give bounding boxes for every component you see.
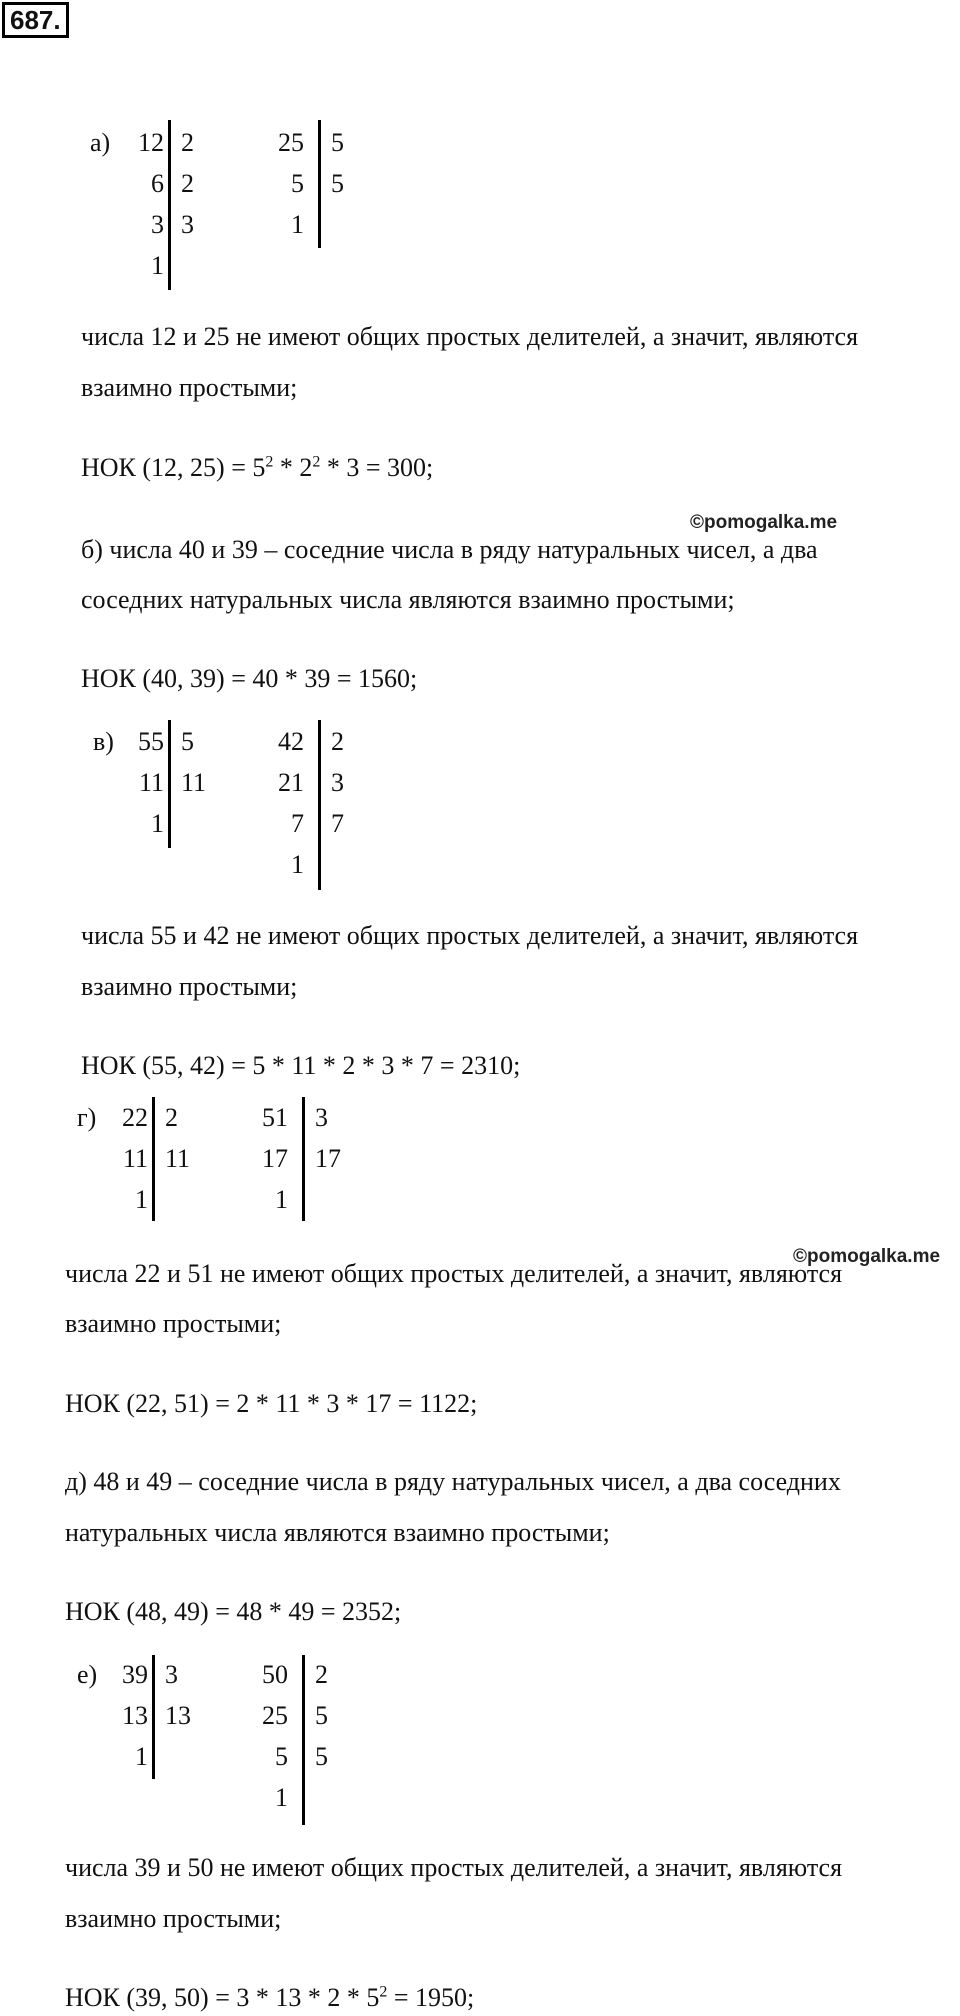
factor-number: 25	[278, 128, 304, 157]
division-line	[152, 1655, 155, 1779]
factor-divisor: 3	[181, 210, 194, 239]
factor-divisor: 3	[331, 768, 344, 797]
division-line	[302, 1097, 305, 1221]
part-a-lcm: НОК (12, $25) = 5^2 * 2^2 * 3 = 300$;	[81, 453, 434, 482]
factor-number: 55	[138, 727, 164, 756]
factor-number: 1	[291, 850, 304, 879]
part-b-text: б) числа 40 и 39 – соседние числа в ряду натуральных чисел, а два	[81, 535, 818, 564]
part-a-label: а)	[90, 128, 111, 157]
factor-divisor: 2	[165, 1103, 178, 1132]
factor-number: 1	[135, 1742, 148, 1771]
part-v-text: числа 55 и 42 не имеют общих простых делителей, а значит, являются	[81, 921, 859, 950]
factor-number: 50	[262, 1660, 288, 1689]
factor-divisor: 2	[315, 1660, 328, 1689]
factor-divisor: 2	[181, 169, 194, 198]
factor-number: 7	[291, 809, 304, 838]
factor-number: 1	[291, 210, 304, 239]
factor-number: 11	[138, 768, 164, 797]
part-d-text: натуральных числа являются взаимно простыми;	[65, 1518, 610, 1547]
part-e-lcm: НОК (39, $50) = 3 * 13 * 2 * 5^2 = 1950$;	[65, 1983, 475, 2012]
division-line	[318, 120, 321, 248]
part-b-text: соседних натуральных числа являются взаимно простыми;	[81, 585, 735, 614]
part-v-text: взаимно простыми;	[81, 972, 298, 1001]
factor-divisor: 5	[331, 128, 344, 157]
factor-divisor: 2	[181, 128, 194, 157]
watermark: ©pomogalka.me	[793, 1246, 941, 1267]
factor-divisor: 2	[331, 727, 344, 756]
watermark: ©pomogalka.me	[690, 512, 838, 533]
factor-number: 1	[275, 1783, 288, 1812]
factor-number: 17	[262, 1144, 288, 1173]
division-line	[168, 720, 171, 848]
factor-number: 51	[262, 1103, 288, 1132]
division-line	[152, 1097, 155, 1221]
factor-divisor: 5	[181, 727, 194, 756]
factor-number: 1	[135, 1185, 148, 1214]
part-a-text: взаимно простыми;	[81, 373, 298, 402]
part-b-lcm: НОК (40, 39) = 40 * 39 = 1560;	[81, 664, 418, 693]
factor-number: 11	[122, 1144, 148, 1173]
factor-number: 1	[275, 1185, 288, 1214]
factor-number: 6	[151, 169, 164, 198]
factor-number: 25	[262, 1701, 288, 1730]
factor-number: 1	[151, 251, 164, 280]
part-v-label: в)	[93, 727, 114, 756]
factor-number: 5	[275, 1742, 288, 1771]
factor-number: 42	[278, 727, 304, 756]
factor-divisor: 17	[315, 1144, 341, 1173]
part-v-lcm: НОК (55, 42) = 5 * 11 * 2 * 3 * 7 = 2310;	[81, 1051, 521, 1080]
part-g-label: г)	[77, 1103, 97, 1132]
part-g-text: числа 22 и 51 не имеют общих простых делителей, а значит, являются	[65, 1259, 843, 1288]
factor-number: 3	[151, 210, 164, 239]
factor-number: 5	[291, 169, 304, 198]
factor-divisor: 5	[315, 1742, 328, 1771]
factor-divisor: 11	[165, 1144, 191, 1173]
factor-number: 12	[138, 128, 164, 157]
factor-divisor: 3	[165, 1660, 178, 1689]
factor-divisor: 13	[165, 1701, 191, 1730]
factor-number: 1	[151, 809, 164, 838]
factor-number: 22	[122, 1103, 148, 1132]
part-d-lcm: НОК (48, 49) = 48 * 49 = 2352;	[65, 1597, 402, 1626]
part-e-label: е)	[77, 1660, 98, 1689]
factor-divisor: 3	[315, 1103, 328, 1132]
problem-number: 687.	[2, 2, 69, 38]
part-e-text: числа 39 и 50 не имеют общих простых делителей, а значит, являются	[65, 1853, 843, 1882]
factor-divisor: 5	[331, 169, 344, 198]
factor-divisor: 7	[331, 809, 344, 838]
factor-divisor: 5	[315, 1701, 328, 1730]
division-line	[318, 720, 321, 890]
factor-number: 13	[122, 1701, 148, 1730]
part-e-text: взаимно простыми;	[65, 1904, 282, 1933]
part-g-text: взаимно простыми;	[65, 1309, 282, 1338]
part-g-lcm: НОК (22, 51) = 2 * 11 * 3 * 17 = 1122;	[65, 1389, 478, 1418]
part-a-text: числа 12 и 25 не имеют общих простых делителей, а значит, являются	[81, 322, 859, 351]
factor-number: 39	[122, 1660, 148, 1689]
division-line	[168, 120, 171, 290]
factor-number: 21	[278, 768, 304, 797]
factor-divisor: 11	[181, 768, 207, 797]
division-line	[302, 1655, 305, 1825]
part-d-text: д) 48 и 49 – соседние числа в ряду натуральных чисел, а два соседних	[65, 1467, 841, 1496]
